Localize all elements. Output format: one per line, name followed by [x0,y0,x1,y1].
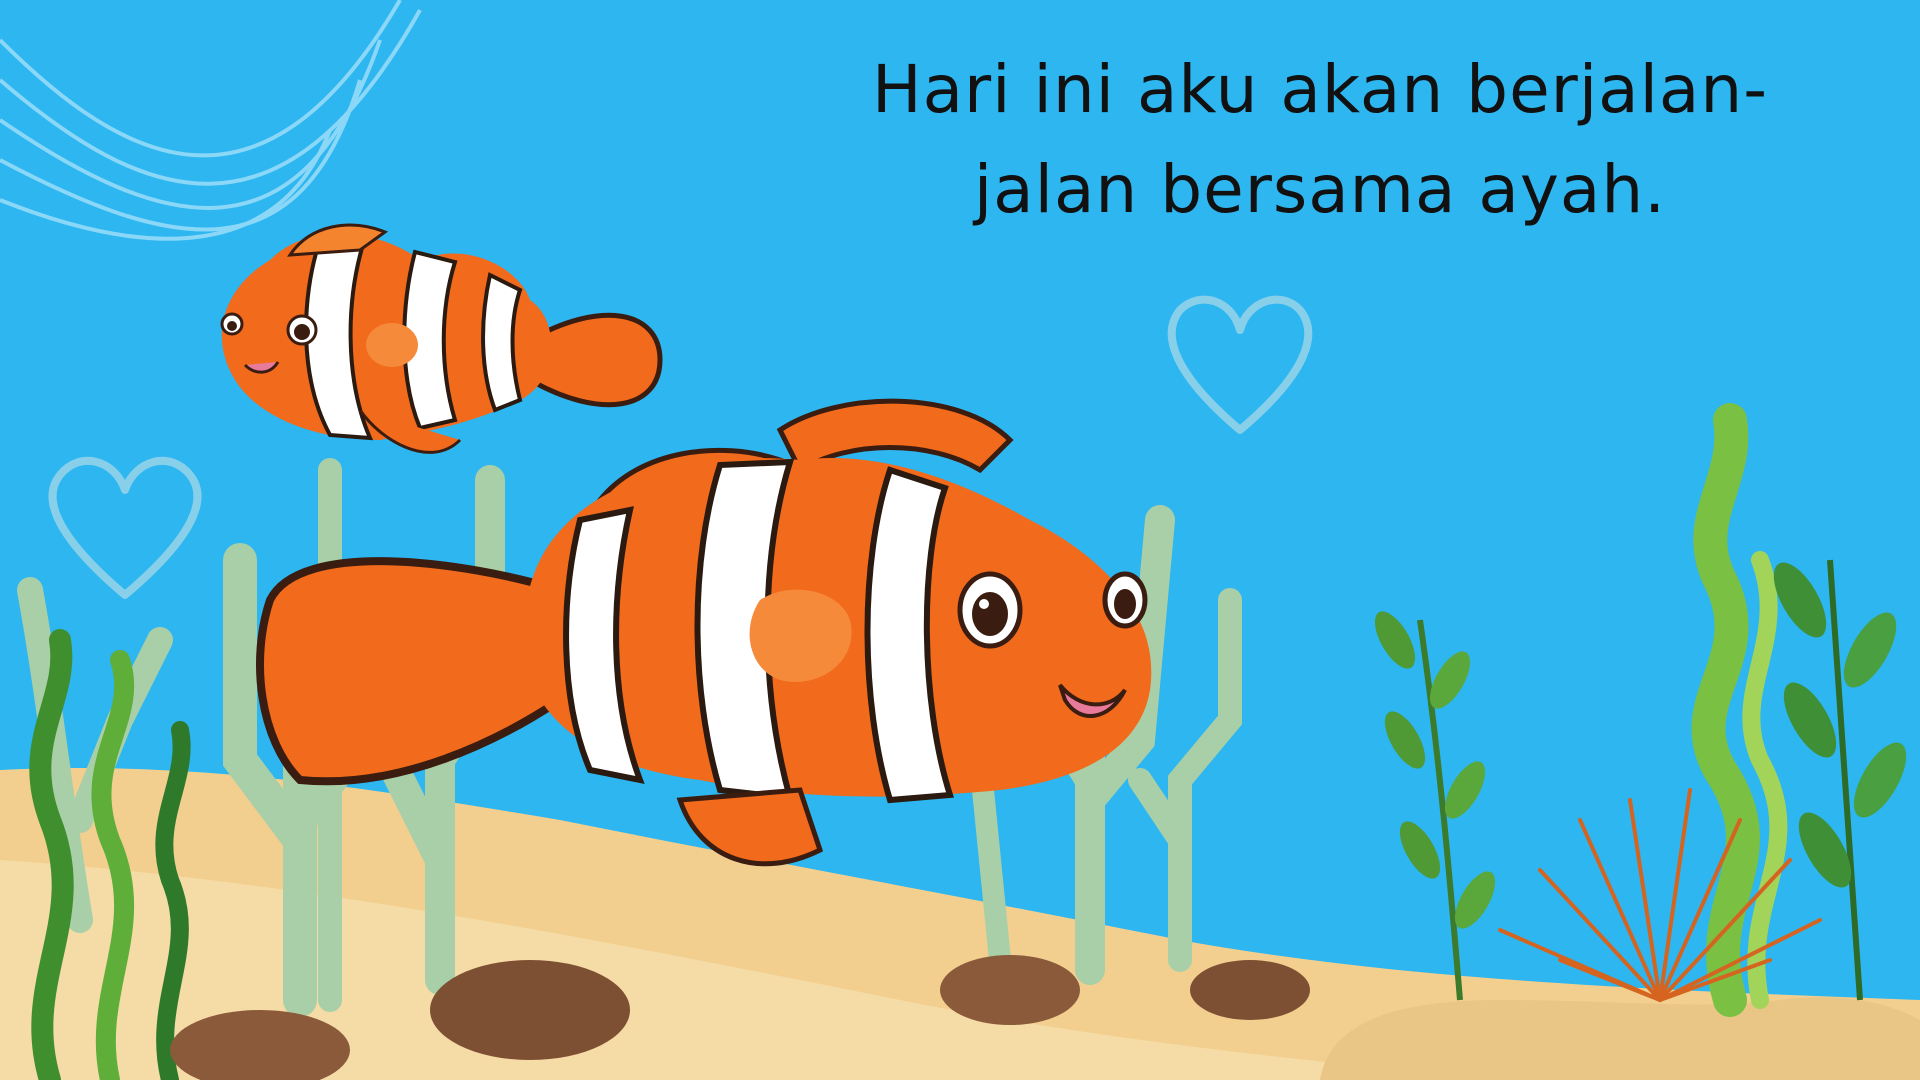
clownfish-illustration [222,225,660,452]
light-ribbon [0,0,420,239]
heart-outline-icon [1172,300,1309,430]
heart-outline-icon [53,461,198,595]
story-caption [760,40,1880,240]
caption-line-1: Hari ini aku akan berjalan- [871,51,1769,128]
sand-mound [1320,997,1920,1080]
caption-line-2: jalan bersama ayah. [973,151,1667,228]
leafy-plant [1367,555,1917,1000]
